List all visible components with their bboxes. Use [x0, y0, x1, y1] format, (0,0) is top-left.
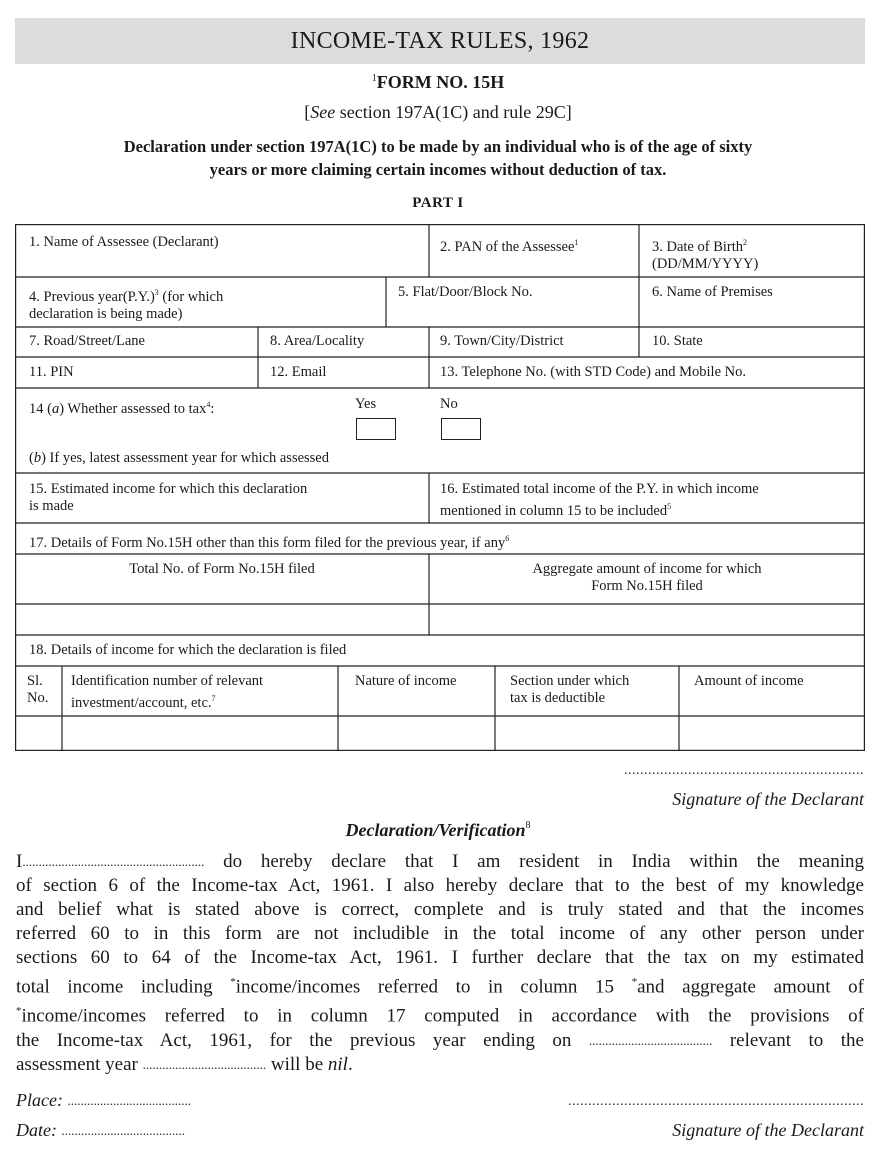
- decl-l9-a: assessment year: [16, 1053, 143, 1075]
- field-flat-door: 5. Flat/Door/Block No.: [398, 284, 533, 300]
- see-reference: [0, 102, 876, 123]
- field-road: 7. Road/Street/Lane: [29, 333, 145, 349]
- declaration-body: [16, 850, 864, 1077]
- id-line-1: Identification number of relevant: [71, 673, 264, 689]
- decl-line-7: [16, 999, 864, 1028]
- date-field: [16, 1120, 185, 1141]
- decl-line-4: referred 60 to in this form are not includible in the total income of any other person under: [16, 923, 864, 944]
- f17-col2-line-2: Form No.15H filed: [591, 578, 703, 594]
- field-telephone: 13. Telephone No. (with STD Code) and Mobile No.: [440, 364, 746, 380]
- f17-sup: 6: [505, 534, 510, 543]
- field-py-sup: 3: [154, 288, 159, 297]
- footnote-mark: 1: [371, 73, 377, 84]
- decl-l6-c: and aggregate amount of: [637, 976, 864, 998]
- decl-nil: nil: [327, 1053, 348, 1075]
- yes-label: Yes: [355, 396, 377, 412]
- decl-l1-b: do hereby declare that I am resident in India within the meaning: [204, 851, 864, 872]
- decl-l1-a: I: [16, 851, 23, 872]
- form-grid: [15, 224, 865, 751]
- f14a-text: ) Whether assessed to tax: [59, 401, 207, 417]
- form-purpose: [20, 135, 856, 181]
- declaration-heading-text: Declaration/Verification: [345, 820, 526, 840]
- part-heading: PART I: [412, 195, 464, 211]
- field-town: 9. Town/City/District: [440, 333, 564, 349]
- footer-signature-line: ..........................................................................: [568, 1094, 864, 1109]
- decl-line-8: [16, 1029, 864, 1053]
- section-line-1: Section under which: [510, 673, 630, 689]
- decl-l6-b: income/incomes referred to in column 15: [235, 976, 632, 998]
- date-blank[interactable]: ......................................: [61, 1123, 185, 1138]
- field-py-text: 4. Previous year(P.Y.): [29, 289, 155, 305]
- id-sup: 7: [211, 694, 216, 703]
- field-previous-year: [29, 284, 223, 323]
- field-income-details: 18. Details of income for which the declaration is filed: [29, 642, 347, 658]
- f16-line-1: 16. Estimated total income of the P.Y. in which income: [440, 481, 759, 497]
- col-sl-no: [27, 673, 48, 707]
- decl-l6-star-1: *: [230, 976, 236, 988]
- f14b-text: ) If yes, latest assessment year for which assessed: [41, 450, 329, 466]
- decl-l6-star-2: *: [631, 976, 638, 988]
- field-estimated-total-income: [440, 481, 759, 520]
- f15-line-1: 15. Estimated income for which this declaration: [29, 481, 308, 497]
- place-blank[interactable]: ......................................: [67, 1093, 191, 1108]
- decl-l6-a: total income including: [16, 976, 231, 998]
- field-latest-assessment-year: [29, 450, 329, 467]
- decl-line-3: and belief what is stated above is correct, complete and is truly stated and that the incomes: [16, 899, 864, 920]
- field-pin: 11. PIN: [29, 364, 74, 380]
- sl-line-1: Sl.: [27, 673, 43, 689]
- f16-sup: 5: [667, 502, 672, 511]
- see-bracket: [: [304, 102, 311, 122]
- no-label: No: [440, 396, 458, 412]
- declaration-heading-sup: 8: [525, 820, 531, 831]
- footer-signature-label: Signature of the Declarant: [672, 1120, 864, 1140]
- rules-header: [15, 18, 865, 64]
- place-field: [16, 1090, 191, 1111]
- col-nature-of-income: Nature of income: [355, 673, 457, 689]
- field-estimated-income: [29, 481, 307, 515]
- field-py-text-3: declaration is being made): [29, 306, 183, 322]
- section-line-2: tax is deductible: [510, 690, 606, 706]
- field-dob-format: (DD/MM/YYYY): [652, 256, 759, 272]
- field-pan: [440, 234, 578, 256]
- yes-checkbox[interactable]: [356, 418, 396, 440]
- field-email: 12. Email: [270, 364, 327, 380]
- f16-line-2: mentioned in column 15 to be included: [440, 503, 668, 519]
- place-label: Place:: [16, 1090, 63, 1110]
- field-date-of-birth: [652, 234, 758, 273]
- decl-line-2: of section 6 of the Income-tax Act, 1961. I also hereby declare that to the best of my knowledge: [16, 875, 864, 896]
- f15-line-2: is made: [29, 498, 74, 514]
- decl-line-5: sections 60 to 64 of the Income-tax Act, 1961. I further declare that the tax on my estimated: [16, 947, 864, 968]
- decl-year-ending-blank: ......................................: [588, 1032, 713, 1048]
- field-state: 10. State: [652, 333, 703, 349]
- col-identification-number: [71, 673, 263, 712]
- f14a-letter: a: [51, 401, 60, 417]
- decl-l9-end: .: [347, 1053, 353, 1075]
- decl-line-9: [16, 1053, 864, 1077]
- f14a-sup: 4: [206, 400, 211, 409]
- see-word: See: [310, 102, 336, 122]
- form-number-text: FORM NO. 15H: [376, 72, 505, 92]
- field-assessed-to-tax: [29, 396, 214, 418]
- id-line-2: investment/account, etc.: [71, 695, 212, 711]
- signature-line: ............................................................: [624, 763, 864, 778]
- field-pan-sup: 1: [574, 238, 579, 247]
- decl-name-blank: ........................................................: [22, 854, 205, 869]
- field-name-of-assessee: 1. Name of Assessee (Declarant): [29, 234, 219, 250]
- col-total-forms-filed: Total No. of Form No.15H filed: [129, 561, 315, 577]
- decl-l7-text: income/incomes referred to in column 17 computed in accordance with the provisions of: [21, 1005, 864, 1027]
- form-purpose-line-1: Declaration under section 197A(1C) to be made by an individual who is of the age of sixty: [123, 137, 753, 156]
- f14a-num: 14 (: [29, 401, 52, 417]
- date-label: Date:: [16, 1120, 57, 1140]
- signature-label: Signature of the Declarant: [672, 789, 864, 809]
- rules-title: INCOME-TAX RULES, 1962: [290, 27, 590, 54]
- field-area: 8. Area/Locality: [270, 333, 365, 349]
- f14b-letter: b: [33, 450, 42, 466]
- see-section: section 197A(1C) and rule 29C]: [335, 102, 572, 122]
- f14b-num: (: [29, 450, 34, 466]
- f14a-colon: :: [210, 401, 215, 417]
- decl-line-1: [16, 850, 864, 874]
- decl-line-6: [16, 970, 864, 999]
- col-amount-of-income: Amount of income: [694, 673, 804, 689]
- no-checkbox[interactable]: [441, 418, 481, 440]
- decl-l9-b: will be: [266, 1053, 328, 1075]
- decl-l8-a: the Income-tax Act, 1961, for the previous year ending on: [16, 1029, 589, 1051]
- declaration-heading: [0, 820, 876, 841]
- col-aggregate-amount: [429, 561, 865, 595]
- f17-col2-line-1: Aggregate amount of income for which: [532, 561, 762, 577]
- field-dob-sup: 2: [743, 238, 748, 247]
- field-py-text-2: (for which: [158, 289, 224, 305]
- field-dob-text: 3. Date of Birth: [652, 239, 744, 255]
- decl-l8-b: relevant to the: [712, 1029, 864, 1051]
- field-pan-text: 2. PAN of the Assessee: [440, 239, 575, 255]
- decl-l7-star: *: [16, 1005, 22, 1018]
- f17-text: 17. Details of Form No.15H other than this form filed for the previous year, if any: [29, 535, 506, 551]
- form-number: [0, 72, 876, 93]
- field-premises: 6. Name of Premises: [652, 284, 773, 300]
- decl-assessment-year-blank: ......................................: [142, 1056, 267, 1072]
- form-purpose-line-2: years or more claiming certain incomes without deduction of tax.: [209, 160, 667, 179]
- col-section: [510, 673, 629, 707]
- sl-line-2: No.: [27, 690, 49, 706]
- field-other-15h-forms: [29, 530, 509, 552]
